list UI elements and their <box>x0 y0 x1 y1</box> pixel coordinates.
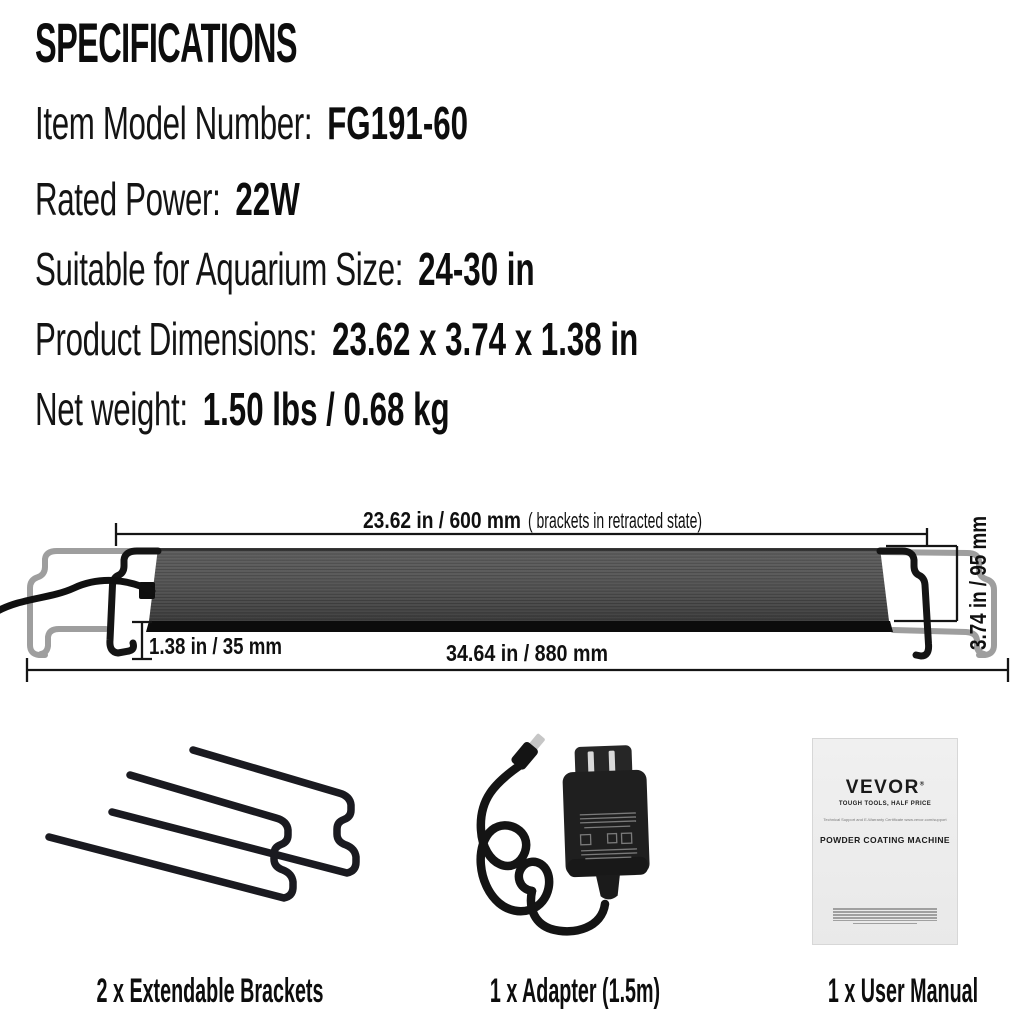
cable-wire <box>0 580 152 612</box>
spec-label: Product Dimensions: <box>35 313 318 365</box>
left-gray-bracket-bottom-rail <box>41 629 106 654</box>
manual-fine-print-line <box>833 911 937 913</box>
manual-fine-print-line <box>833 917 937 919</box>
adapter-plug-prong-right <box>609 751 616 773</box>
manual-tagline: TOUGH TOOLS, HALF PRICE <box>838 801 932 807</box>
adapter-plug-prong-left <box>588 751 595 773</box>
aquarium-light-diagram <box>0 486 1008 682</box>
bracket-wire-front <box>49 775 293 898</box>
caption-adapter: 1 x Adapter (1.5m) <box>489 972 661 1010</box>
light-bar-shading <box>149 548 889 621</box>
power-adapter-illustration <box>481 730 651 931</box>
spec-label: Net weight: <box>35 383 188 435</box>
total-length-dim-label: 34.64 in / 880 mm <box>446 640 608 666</box>
caption-extendable-brackets: 2 x Extendable Brackets <box>96 972 324 1010</box>
adapter-cable-nub <box>596 875 621 900</box>
spec-value: 24-30 in <box>418 243 535 295</box>
manual-brand-logo <box>813 777 957 799</box>
spec-label: Item Model Number: <box>35 97 313 149</box>
spec-label: Rated Power: <box>35 173 221 225</box>
bracket-wire-back <box>112 750 356 873</box>
spec-value: 22W <box>235 173 300 225</box>
registered-mark: ® <box>919 781 925 788</box>
manual-brand-text: VEVOR <box>845 777 920 798</box>
manual-fine-print <box>813 907 957 926</box>
caption-user-manual: 1 x User Manual <box>827 972 979 1010</box>
power-cable <box>0 580 155 612</box>
width-dim-label: 3.74 in / 95 mm <box>965 486 991 650</box>
adapter-body-group <box>561 745 650 901</box>
spec-value: 1.50 lbs / 0.68 kg <box>202 383 450 435</box>
adapter-cable-coil <box>481 764 549 911</box>
spec-value: FG191-60 <box>327 97 469 149</box>
manual-support-line: Technical Support and E-Warranty Certificate www.vevor.com/support <box>823 817 947 822</box>
length-dim-note: ( brackets in retracted state) <box>528 508 702 533</box>
extendable-brackets-illustration <box>49 750 356 898</box>
user-manual-cover <box>812 738 958 945</box>
spec-value: 23.62 x 3.74 x 1.38 in <box>332 313 639 365</box>
right-black-bracket <box>880 551 929 656</box>
manual-fine-print-line <box>833 920 937 922</box>
adapter-body-bottom-band <box>567 857 648 878</box>
manual-fine-print-line <box>833 908 937 910</box>
length-dim-label: 23.62 in / 600 mm <box>363 507 521 533</box>
manual-fine-print-line <box>853 923 916 925</box>
light-bar-base-strip <box>146 621 893 632</box>
aquarium-light-bar <box>146 548 893 632</box>
spec-label: Suitable for Aquarium Size: <box>35 243 404 295</box>
bracket-height-dim-label: 1.38 in / 35 mm <box>149 633 282 659</box>
page-title: SPECIFICATIONS <box>35 11 297 74</box>
manual-fine-print-line <box>833 914 937 916</box>
manual-doc-title: POWDER COATING MACHINE <box>820 835 950 845</box>
